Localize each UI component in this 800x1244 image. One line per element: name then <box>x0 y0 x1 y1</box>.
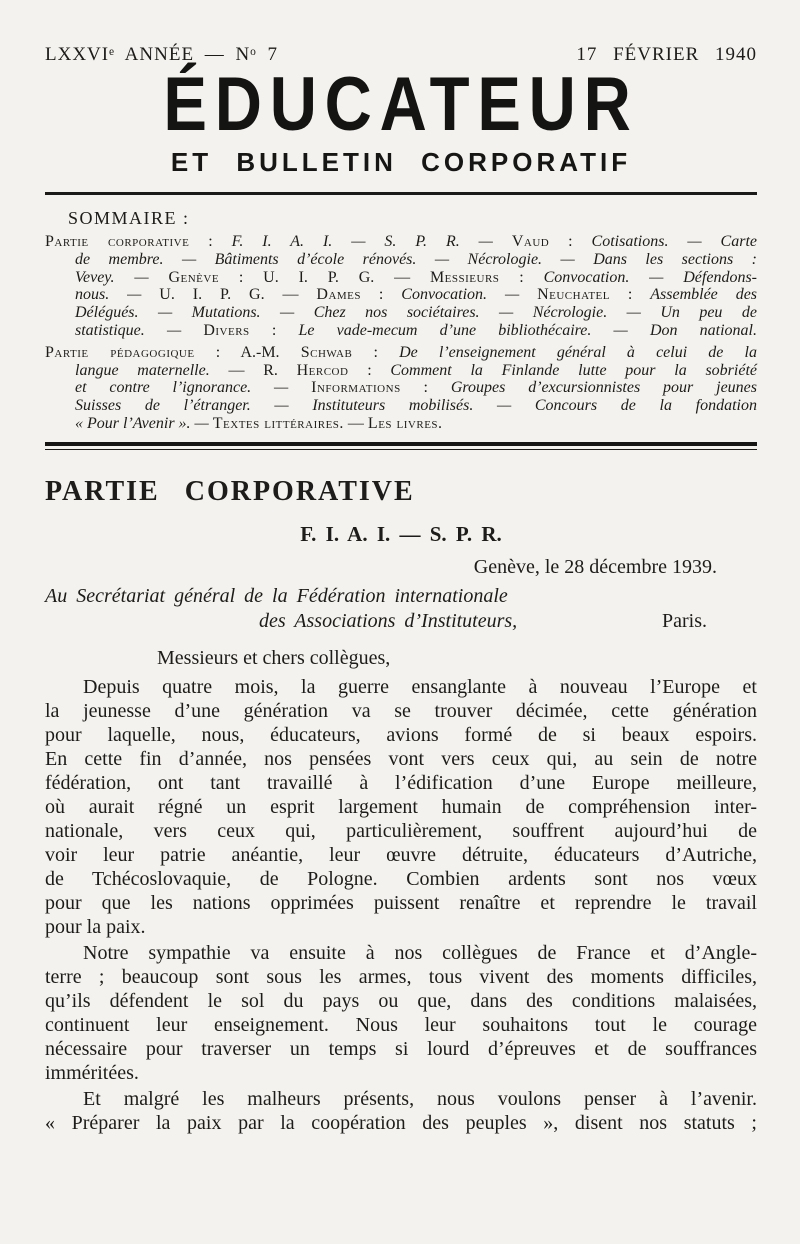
text-segment: pour que les nations opprimées puissent renaître et reprendre le travail <box>45 892 757 915</box>
text-line <box>45 304 757 322</box>
text-line <box>45 415 757 433</box>
text-segment: : <box>609 286 651 304</box>
text-segment: « Pour l’Avenir ». — <box>75 414 213 432</box>
text-line <box>45 941 757 965</box>
text-line <box>45 362 757 380</box>
text-segment: Depuis quatre mois, la guerre ensanglante à nouveau l’Europe et <box>83 676 757 699</box>
text-segment: Informations <box>311 379 401 397</box>
rule-thick <box>45 442 757 446</box>
masthead-rule <box>45 192 757 195</box>
text-line <box>45 795 757 819</box>
text-segment: statistique. — <box>75 321 204 339</box>
text-segment: Vaud <box>511 233 550 250</box>
page-content <box>45 0 757 1135</box>
paragraph <box>45 675 757 939</box>
text-segment: nécessaire pour traverser un temps si lourd d’épreuves et de souffrances <box>45 1038 757 1061</box>
text-segment: Messieurs <box>429 268 500 286</box>
paragraph <box>45 344 757 433</box>
text-line <box>45 819 757 843</box>
journal-title: ÉDUCATEUR <box>163 62 639 147</box>
text-segment: voir leur patrie anéantie, leur œuvre détruite, éducateurs d’Autriche, <box>45 844 757 867</box>
text-segment: Convocation. — <box>401 286 538 304</box>
issue-date: 17 FÉVRIER 1940 <box>576 44 757 65</box>
text-segment: Neuchatel <box>537 286 610 304</box>
text-line <box>45 747 757 771</box>
text-segment: fédération, ont tant travaillé à l’édification d’une Europe meilleure, <box>45 772 757 795</box>
text-line <box>45 843 757 867</box>
text-segment: : <box>348 361 391 379</box>
text-segment: — R. <box>209 361 297 379</box>
paragraph <box>45 941 757 1085</box>
text-segment: Vevey. — <box>75 268 169 286</box>
text-segment: Partie corporative <box>45 233 190 250</box>
text-segment: Le vade-mecum d’une bibliothécaire. — Don national. <box>298 321 757 339</box>
sommaire-paragraphs <box>45 233 757 433</box>
address-city: Paris. <box>662 610 707 633</box>
text-line <box>45 1111 757 1135</box>
text-line <box>45 891 757 915</box>
text-line <box>45 1013 757 1037</box>
text-segment: Groupes d’excursionnistes pour jeunes <box>450 379 758 397</box>
text-segment: : <box>249 321 299 339</box>
section-heading: PARTIE CORPORATIVE <box>45 476 415 508</box>
text-segment: continuent leur enseignement. Nous leur souhaitons tout le courage <box>45 1014 757 1037</box>
text-segment: où aurait régné un esprit largement humain de compréhension inter- <box>45 796 757 819</box>
text-segment: Schwab <box>300 343 353 361</box>
letter-body <box>45 675 757 1135</box>
text-line <box>45 867 757 891</box>
text-segment: De l’enseignement général à celui de la <box>399 343 758 361</box>
text-segment: En cette fin d’année, nos pensées vont vers ceux qui, au sein de notre <box>45 748 757 771</box>
text-segment: qu’ils défendent le sol du pays ou que, dans des conditions malaisées, <box>45 990 757 1013</box>
text-segment: de membre. — Bâtiments d’école rénovés. — Nécrologie. — Dans les sections : <box>75 250 757 268</box>
text-segment: — <box>343 414 368 432</box>
text-segment: Les livres. <box>367 414 443 432</box>
text-line <box>45 286 757 304</box>
text-line <box>45 251 757 269</box>
text-line <box>45 699 757 723</box>
text-segment: imméritées. <box>45 1062 139 1085</box>
letter-salutation: Messieurs et chers collègues, <box>157 647 391 670</box>
text-segment: Comment la Finlande lutte pour la sobriété <box>390 361 757 379</box>
text-segment: nationale, vers ceux qui, particulièrement, souffrent aujourd’hui de <box>45 820 757 843</box>
text-segment: : <box>189 233 232 250</box>
text-segment: Convocation. — Défendons- <box>543 268 757 286</box>
text-line <box>45 344 757 362</box>
text-segment: F. I. A. I. — S. P. R. — <box>231 233 512 250</box>
text-line <box>45 1087 757 1111</box>
text-line <box>45 1061 757 1085</box>
text-segment: Textes littéraires. <box>212 414 344 432</box>
text-segment: Genève <box>168 268 220 286</box>
paragraph <box>45 1087 757 1135</box>
text-segment: Cotisations. — Carte <box>591 233 757 250</box>
address-line-2 <box>45 609 757 634</box>
text-line <box>45 771 757 795</box>
journal-subtitle: ET BULLETIN CORPORATIF <box>170 147 632 177</box>
text-segment: nous. — <box>75 286 160 304</box>
issue-number: LXXVIᵉ ANNÉE — Nᵒ 7 <box>45 44 278 65</box>
text-segment: Notre sympathie va ensuite à nos collègues de France et d’Angle- <box>83 942 757 965</box>
text-line <box>45 989 757 1013</box>
text-segment: Et malgré les malheurs présents, nous voulons penser à l’avenir. <box>83 1088 757 1111</box>
address-line-1: Au Secrétariat général de la Fédération internationale <box>45 585 508 608</box>
paragraph <box>45 233 757 340</box>
text-segment: Hercod <box>296 361 349 379</box>
text-segment: pour laquelle, nous, éducateurs, avions formé de si beaux espoirs. <box>45 724 757 747</box>
text-line <box>45 1037 757 1061</box>
text-segment: la jeunesse d’une génération va se trouver décimée, cette génération <box>45 700 757 723</box>
text-line <box>45 233 757 251</box>
text-segment: Partie pédagogique <box>45 343 195 361</box>
text-segment: : <box>400 379 451 397</box>
address-line-2-text: des Associations d’Instituteurs, <box>259 610 518 633</box>
masthead-row <box>45 0 757 66</box>
text-line <box>45 965 757 989</box>
text-segment: de Tchécoslovaquie, de Pologne. Combien ardents sont nos vœux <box>45 868 757 891</box>
text-segment: « Préparer la paix par la coopération des peuples », disent nos statuts ; <box>45 1112 757 1135</box>
text-segment: Suisses de l’étranger. — Instituteurs mobilisés. — Concours de la fondation <box>75 397 757 415</box>
sommaire-bottom-rule <box>45 442 757 451</box>
letter-address <box>45 584 757 634</box>
text-line <box>45 269 757 287</box>
sommaire-label: SOMMAIRE : <box>68 208 190 228</box>
text-line <box>45 723 757 747</box>
article-subheading: F. I. A. I. — S. P. R. <box>300 522 502 547</box>
text-segment: Assemblée des <box>650 286 758 304</box>
text-segment: Divers <box>203 321 250 339</box>
text-segment: : <box>361 286 402 304</box>
text-segment: et contre l’ignorance. — <box>75 379 312 397</box>
text-line <box>45 322 757 340</box>
text-line <box>45 915 757 939</box>
text-segment: Délégués. — Mutations. — Chez nos sociétaires. — Nécrologie. — Un peu de <box>75 304 757 322</box>
rule-thin <box>45 449 757 451</box>
text-segment: : <box>499 268 544 286</box>
text-segment: : <box>549 233 592 250</box>
text-line <box>45 379 757 397</box>
text-line <box>45 675 757 699</box>
text-segment: : <box>352 343 400 361</box>
text-segment: langue maternelle. <box>75 361 210 379</box>
dateline: Genève, le 28 décembre 1939. <box>473 556 717 579</box>
text-segment: U. I. P. G. — <box>159 286 317 304</box>
text-line <box>45 397 757 415</box>
text-segment: : A.-M. <box>194 343 301 361</box>
text-segment: terre ; beaucoup sont sous les armes, tous vivent des moments difficiles, <box>45 966 757 989</box>
text-segment: Dames <box>316 286 362 304</box>
text-segment: pour la paix. <box>45 916 146 939</box>
text-segment: : U. I. P. G. — <box>219 268 430 286</box>
